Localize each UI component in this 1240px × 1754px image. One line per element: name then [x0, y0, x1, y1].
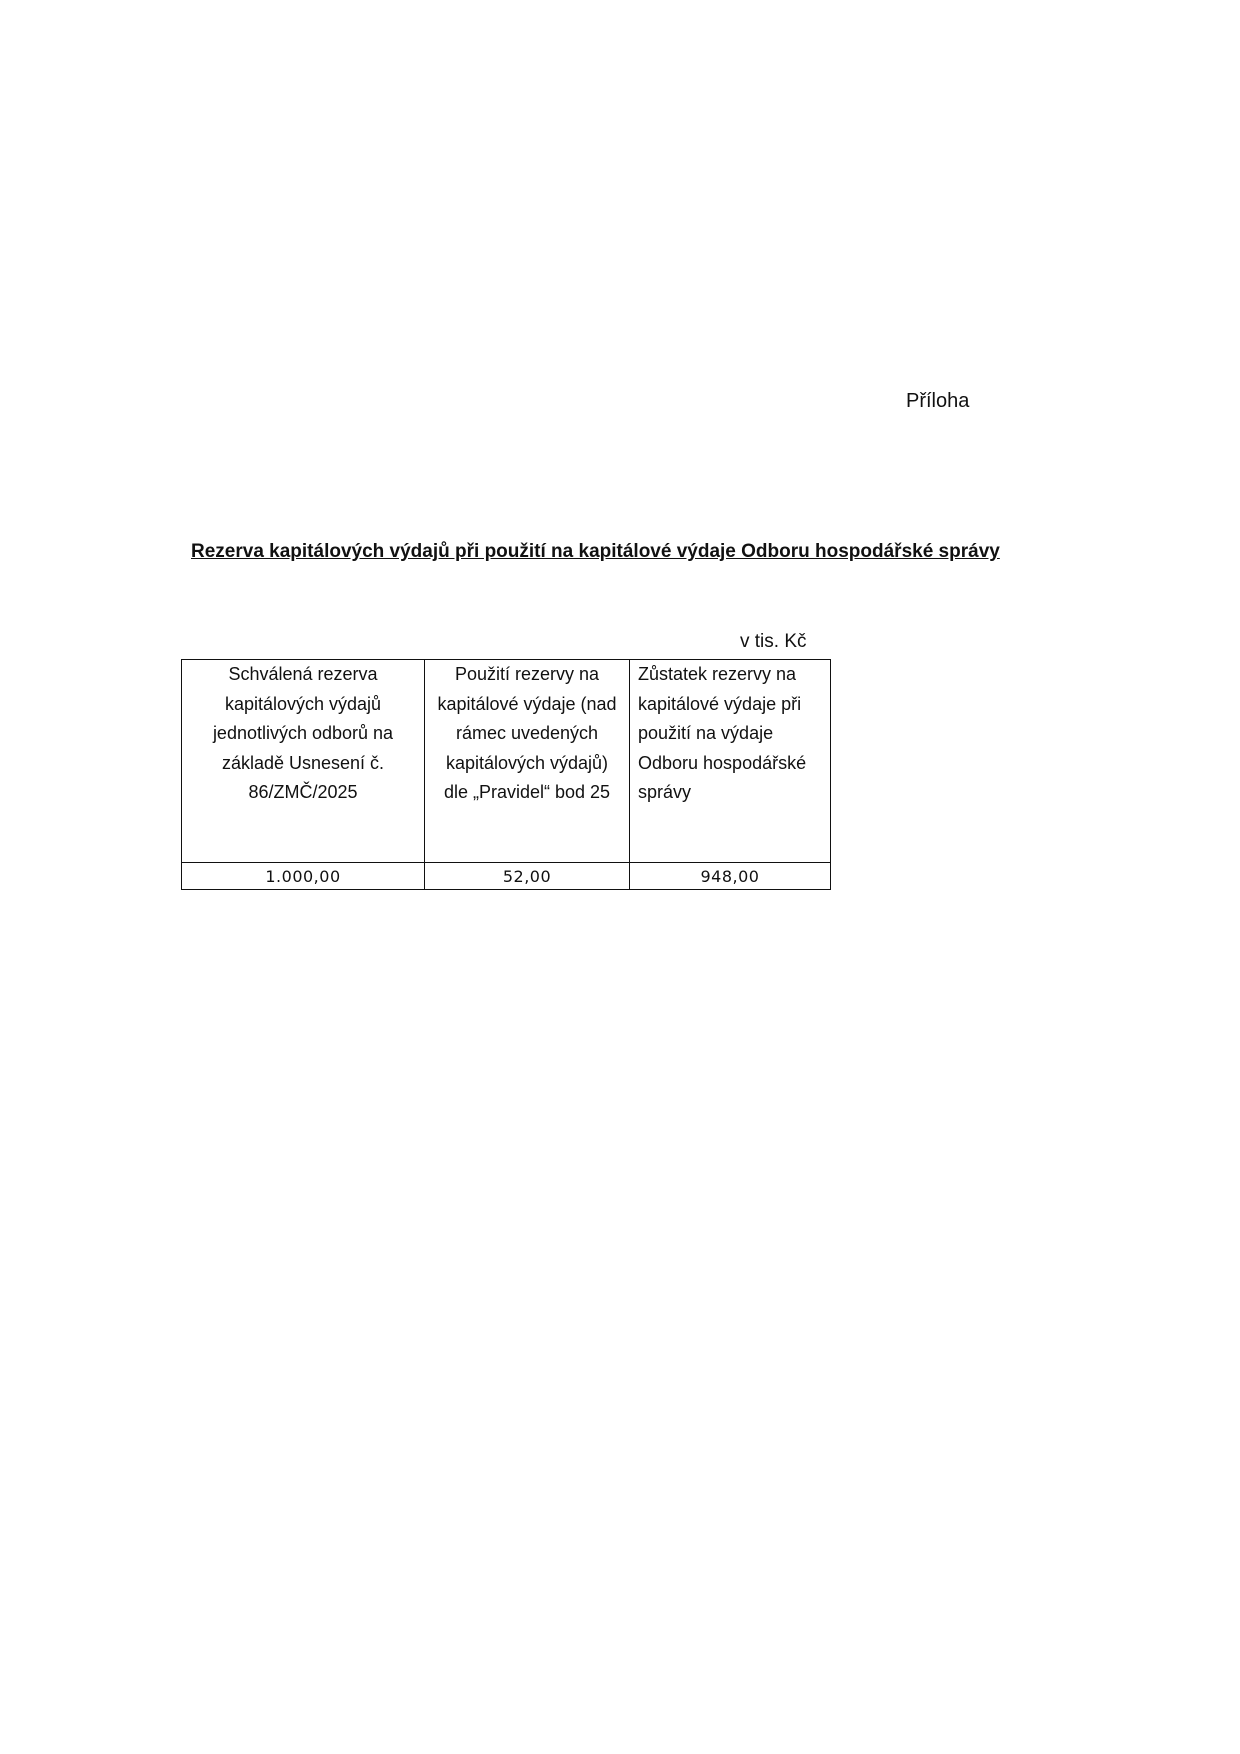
header-cell-approved-reserve — [182, 660, 425, 863]
header-cell-reserve-usage — [425, 660, 630, 863]
header-cell-reserve-balance — [630, 660, 831, 863]
header-reserve-balance-text: Zůstatek rezervy na kapitálové výdaje při použití na výdaje Odboru hospodářské správy — [638, 664, 807, 802]
header-reserve-usage-text: Použití rezervy na kapitálové výdaje (nad rámec uvedených kapitálových výdajů) dle „Pravidel“ bod 25 — [437, 664, 617, 802]
table-header-row — [182, 660, 831, 863]
document-title: Rezerva kapitálových výdajů při použití na kapitálové výdaje Odboru hospodářské správy — [191, 541, 1000, 562]
value-reserve-usage: 52,00 — [425, 863, 630, 890]
unit-label: v tis. Kč — [740, 631, 807, 652]
header-approved-reserve-text: Schválená rezerva kapitálových výdajů jednotlivých odborů na základě Usnesení č. 86/ZMČ/2025 — [212, 664, 394, 802]
reserve-table — [181, 659, 831, 890]
value-reserve-balance: 948,00 — [630, 863, 831, 890]
value-approved-reserve: 1.000,00 — [182, 863, 425, 890]
appendix-label: Příloha — [906, 390, 970, 412]
table-row — [182, 863, 831, 890]
